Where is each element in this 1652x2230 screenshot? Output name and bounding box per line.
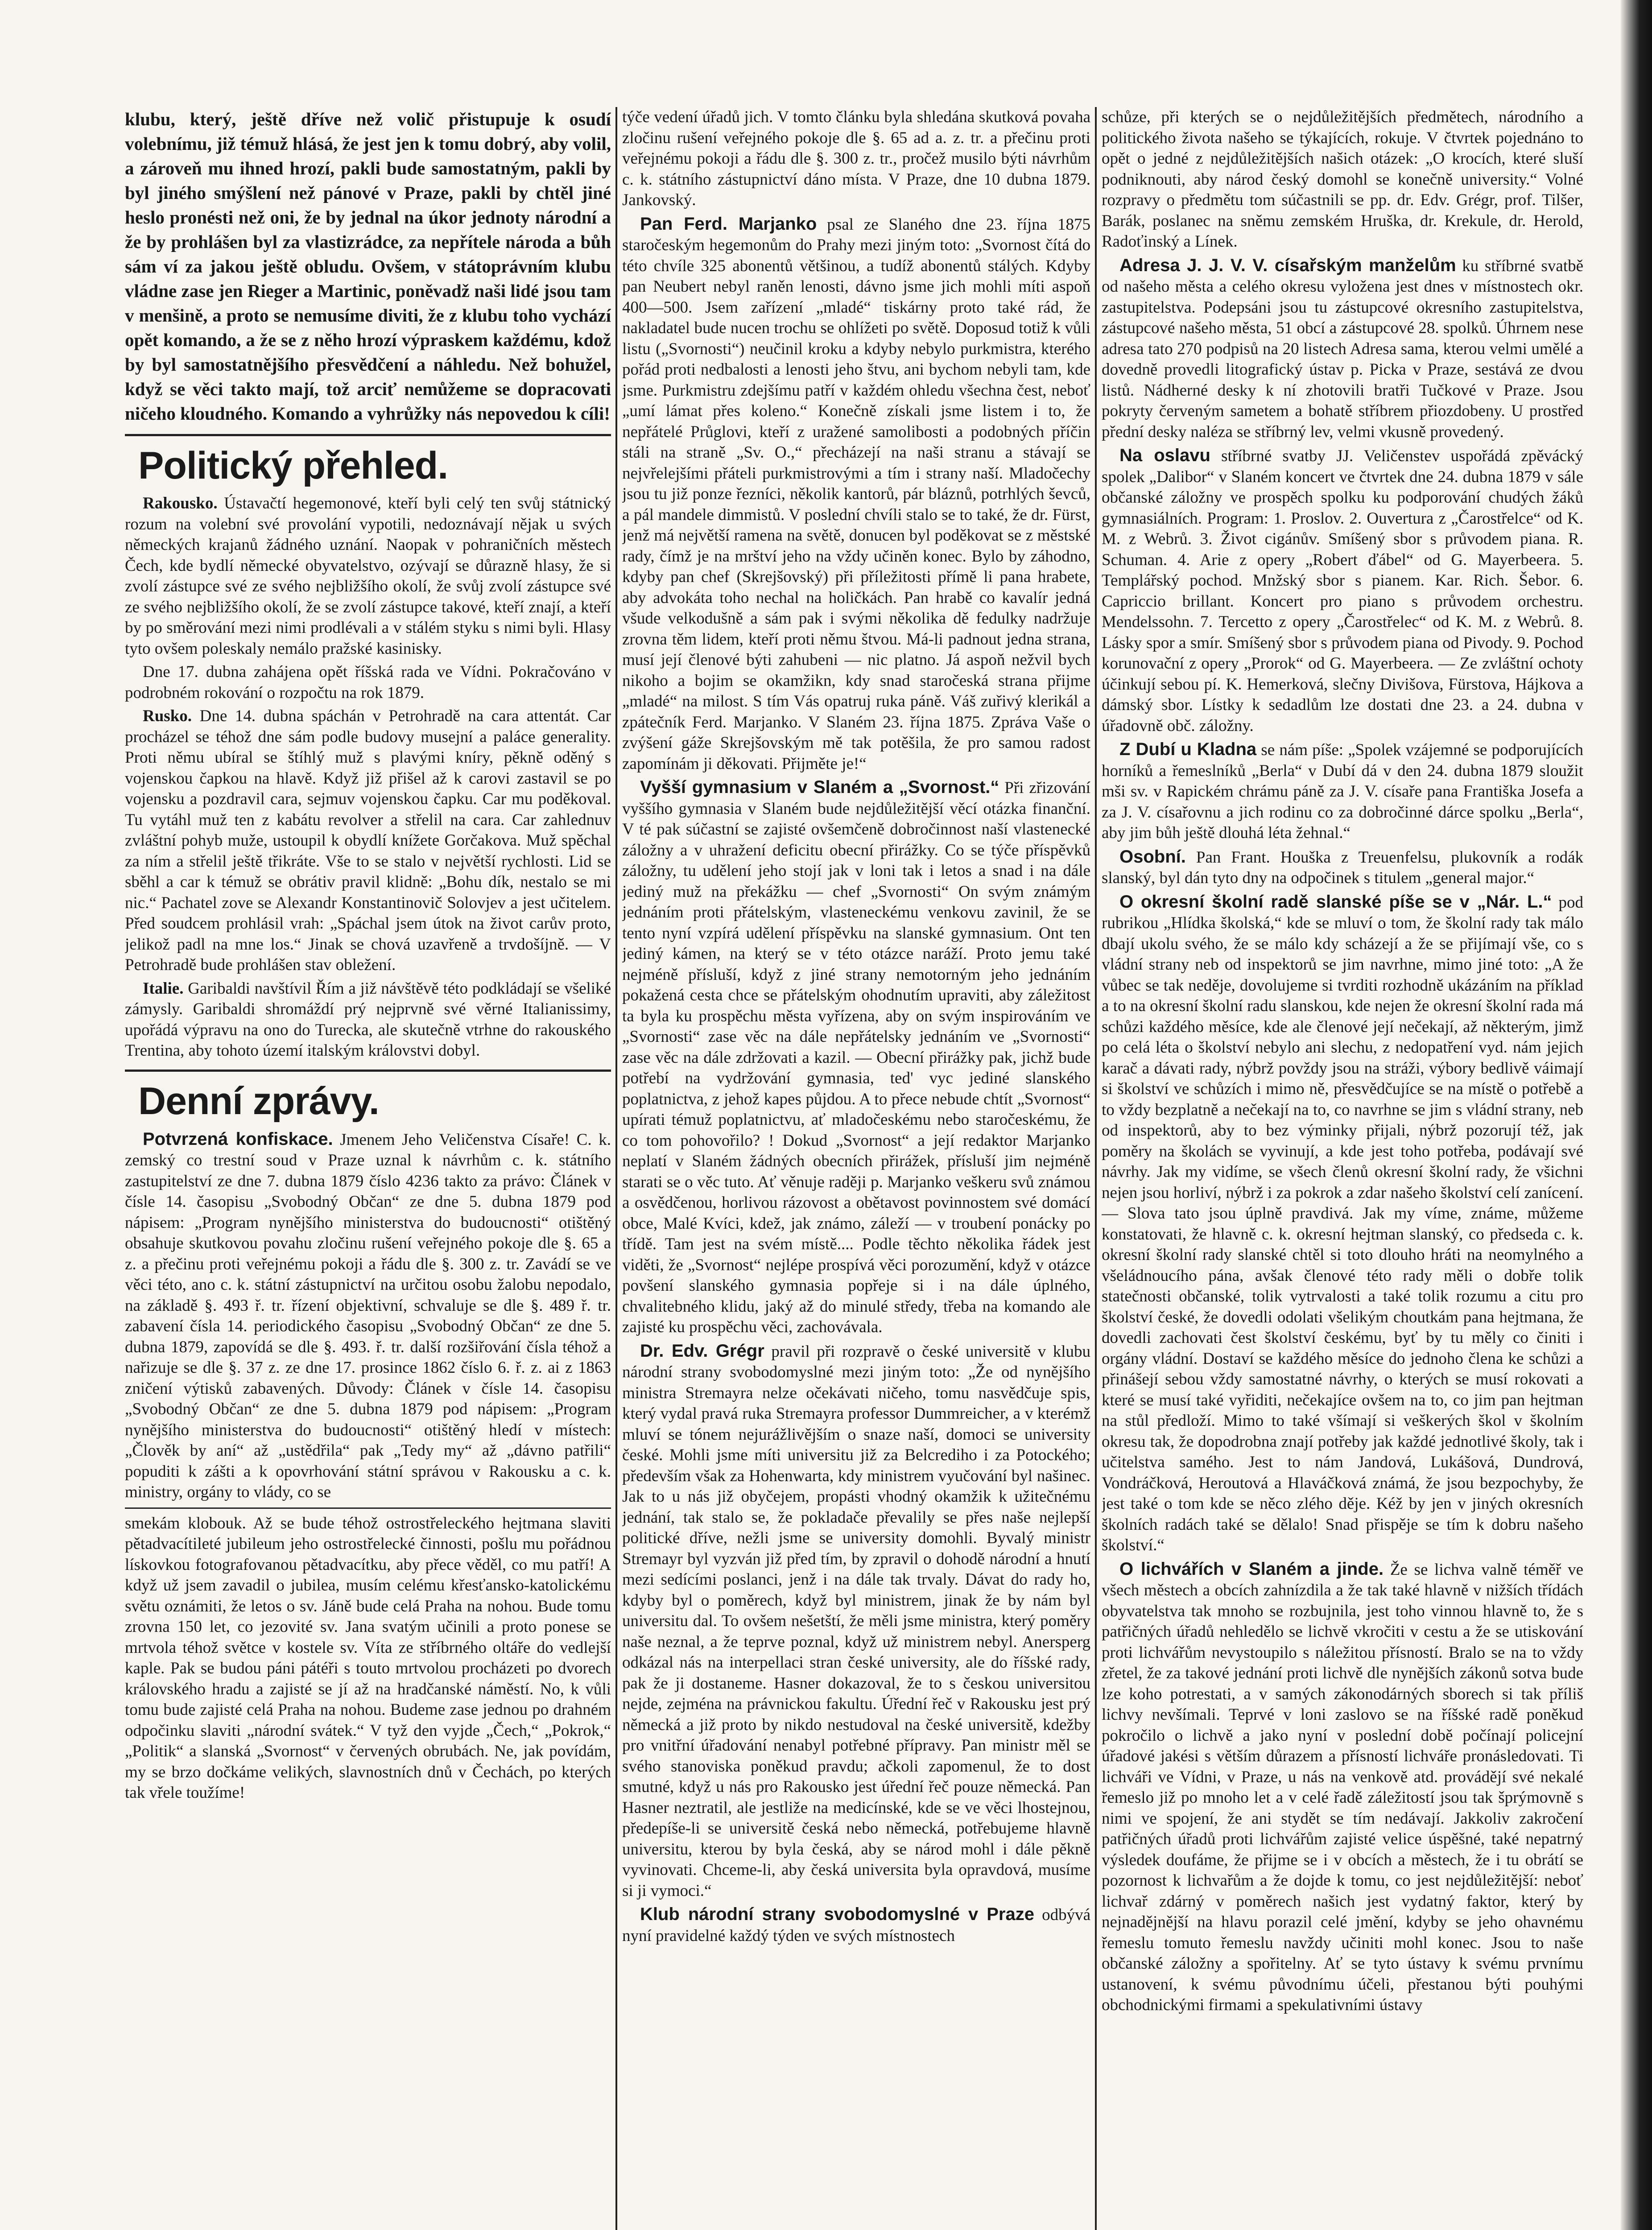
label-klub: Klub národní strany svobodomyslné v Praze — [640, 1904, 1034, 1924]
text-rusko: Dne 14. dubna spáchán v Petrohradě na cara attentát. Car procházel se téhož dne sám podle budovy musejní a paláce generality. Proti němu ubíral se štíhlý muž s plavými kníry, pěkně oděný s vojenskou čapkou na hlavě. Když již přišel až k carovi zastavil se po vojensku a pozdravil cara, sejmuv vojenskou čapku. Car mu poděkoval. Tu vytáhl muž ten z kabátu revolver a střelil na cara. Car zahlednuv zvláštní pohyb muže, ustoupil k obydlí knížete Gorčakova. Muž spěchal za ním a střelil ještě třikráte. Vše to se stalo v největší rychlosti. Lid se sběhl a car k témuž se obrátiv pravil klidně: „Bohu dík, nestalo se mi nic.“ Pachatel zove se Alexandr Konstantinovič Solovjev a jest učitelem. Před soudcem prohlásil vrah: „Spáchal jsem útok na život carův proto, jelikož padl na mne los.“ Jinak se chová uzavřeně a trvdošíjně. — V Petrohradě bude prohlášen stav obležení. — [125, 707, 611, 974]
lead-paragraph: klubu, který, ještě dříve než volič přistupuje k osudí volebnímu, již témuž hlásá, že jest jen k tomu dobrý, aby volil, a zároveň mu ihned hrozí, pakli bude samostatným, pakli by byl jiného smýšlení než pánové v Praze, pakli by chtěl jiné heslo pronésti než oni, že by jednal na úkor jednoty národní a že by prohlášen byl za vlastizrádce, za nepřítele národa a bůh sám ví za jakou ještě obludu. Ovšem, v státoprávním klubu vládne zase jen Rieger a Martinic, poněvadž naši lidé jsou tam v menšině, a proto se nemusíme diviti, že z klubu toho vychází opět komando, a že se z něho hrozí výpraskem každému, kdož by byl samostatnějšího přesvědčení a náhledu. Než bohužel, když se věci takto mají, tož arciť nemůžeme se dopracovati ničeho kloudného. Komando a vyhrůžky nás nepovedou k cíli! — [125, 109, 611, 424]
feuilleton-rule — [125, 1507, 611, 1509]
article-skolni-rada — [1102, 892, 1583, 1556]
label-osobni: Osobní. — [1119, 847, 1186, 867]
label-gymnasium: Vyšší gymnasium v Slaném a „Svornost.“ — [640, 777, 999, 797]
label-rakousko: Rakousko. — [143, 494, 218, 512]
article-gregr — [622, 1341, 1090, 1902]
label-lichvari: O lichvářích v Slaném a jinde. — [1119, 1559, 1384, 1579]
article-continuation: schůze, při kterých se o nejdůležitějších předmětech, národního a politického života našeho se týkajících, rokuje. V čtvrtek pojednáno to opět o jedné z nejdůležitějších našich otázek: „O krocích, které sluší podniknouti, aby národ český domohl se konečně university.“ Volné rozpravy o předmětu tom súčastnili se pp. dr. Edv. Grégr, prof. Tilšer, Barák, poslanec na sněmu zemském Hruška, dr. Krekule, dr. Herold, Radoťinský a Línek. — [1102, 108, 1583, 251]
text-lichvari: Že se lichva valně téměř ve všech městech a obcích zahnízdila a že tak také hlavně v nižších třídách obyvatelstva tak mnoho se rozbujnila, jest toho vinnou hlavně to, že s patřičných úřadů nehledělo se lichvě vkročiti v cestu a že se utiskování proti lichvářům nevystoupilo s náležitou přísností. Bralo se na to vždy zřetel, že za takové jednání proti lichvě dle nynějších zákonů sotva bude lze koho potrestati, a v samých zákonodárných sborech si tak příliš lichvy nevšímali. Teprvé v loni zaslovo se na říšské radě poněkud pokročilo o lichvě a jako nyní v poslední době počínají policejní úřadové jakési s větším důrazem a přísností lichváře pronásledovati. Ti lichváři ve Vídni, v Praze, u nás na venkově atd. provádějí své nekalé řemeslo již po mnoho let a v celé řadě záležitostí jsou tak šprýmovně s nimi ve spojení, že ani stydět se tím nedávají. Jakkoliv zakročení patřičných úřadů proti lichvářům zajisté velice úspěšné, také nepatrný výsledek doufáme, že přijme se i v obcích a městech, že i tu obrátí se pozornost k lichvařům a že dojde k tomu, co jest nejdůležitější: neboť lichvař zdárný v poměrech našich jest vydatný faktor, který by nejnadějnější na hlavu porazil celé jmění, kdyby se jeho ohavnému řemeslu tomuto řemeslu navždy učiniti mohl konec. Jsou to naše občanské záložny a spořitelny. Ať se tyto ústavy k svému prvnímu ustanovení, k svému původnímu účeli, přestanou býti pouhými obchodnickými firmami a spekulativními ústavy — [1102, 1560, 1583, 2014]
text-marjanko: psal ze Slaného dne 23. října 1875 staročeským hegemonům do Prahy mezi jiným toto: „Svornost čítá do této chvíle 325 abonentů většinou, a tudíž abonentů stálých. Kdyby pan Neubert nebyl raněn lenosti, dávno jsme jich mohli míti aspoň 400—500. Jsem zařízení „mladé“ tiskárny proto také rád, že nakladatel bude nucen trochu se ohlížeti po světě. Doposud totiž k vůli listu („Svornosti“) neučinil kroku a kdyby nebylo purkmistra, kterého pořád proti nedbalosti a lenosti jeho štvu, ani bychom nebyli tam, kde jsme. Purkmistru zdejšímu patří v každém ohledu všechna čest, neboť „umí lámat přes koleno.“ Konečně získali jsme listem i to, že nepřátelé Průglovi, kteří z uražené samolibosti a podobných příčin stáli na straně „Sv. O.,“ přecházejí na naši stranu a stávají se nejvřelejšími přáteli purkmistrovými a tím i strany naší. Mladočechy jsou tu již ponze řezníci, několik kantorů, pár bláznů, potrhlých ševců, a pál mandele dimmistů. V poslední chvíli stalo se to také, že dr. Fürst, jenž má největší ramena na světě, donucen byl poděkovat se z městské rady, čímž je na mrštví jeho na vždy učiněn konec. Bylo by záhodno, kdyby pan chef (Skrejšovský) při příležitosti přímě li pana hrabete, aby advokáta toho nechal na holičkách. Pan hrabě co kavalír jedná všude velkodušně a sám pak i svými několika dě fedulky nadržuje zrovna těm lidem, kteří proti němu štvou. Má-li padnout jedna strana, musí její členové býti zahubeni — nic platno. Já aspoň nežvil bych nikoho a bojim se okamžikn, kdy snad staročeská strana přijme „mladé“ na milost. S tím Vás opatruj ruka páně. Váš zuřivý klerikál a zpátečník Ferd. Marjanko. V Slaném 23. října 1875. Zpráva Vaše o zvýšení gáže Skrejšovským mě tak potěšila, že pro samou radost zapomínám ji děkovati. Přijměte je!“ — [622, 215, 1090, 773]
article-adresa — [1102, 255, 1583, 443]
text-italie: Garibaldi navštívil Řím a již návštěvě této podkládají se všeliké zámysly. Garibaldi shromáždí prý nejprvně své věrné Italianissimy, upořádá výpravu na ono do Turecka, ale skutečně vtrhne do rakouského Trentina, aby tohoto území italským královstvi dobyl. — [125, 979, 611, 1060]
label-italie: Italie. — [143, 979, 184, 998]
label-marjanko: Pan Ferd. Marjanko — [640, 214, 817, 234]
label-skolni-rada: O okresní školní radě slanské píše se v „Nár. L.“ — [1119, 892, 1552, 912]
text-adresa: ku stříbrné svatbě od našeho města a celého okresu vyložena jest dnes v místnostech okr. zastupitelstva. Podepsáni jsou tu zástupcové okresního zastupitelstva, zástupcové našeho města, 51 obcí a zástupcové 28. spolků. Úhrnem nese adresa tato 270 podpisů na 20 listech Adresa sama, kterou velmi umělé a dovedně provedli litografický ústav p. Picka v Praze, sestává ze dvou listů. Nádherné desky k ní zhotovili bratři Tučkové v Praze. Jsou pokryty červeným sametem a bohatě stříbrem přiozdobeny. U prostřed přední desky naléza se stříbrný lev, velmi vkusně provedený. — [1102, 256, 1583, 441]
article-italie — [125, 979, 611, 1061]
article-gymnasium — [622, 777, 1090, 1338]
text-rakousko: Ústavačtí hegemonové, kteří byli celý ten svůj státnický rozum na volební své provolání vypotili, nedoznávají nějak u svých německých krajanů žádného uznání. Naopak v pohraničních městech Čech, kde bydlí německé obyvatelstvo, ozývají se důrazně hlasy, že si zvolí zástupce své ze svého nejbližšího okolí, že svůj zvolí zástupce své ze svého nejbližšího okolí, že se zvolí zástupce takové, kteří znají, a kteří by po směrování mezi nimi prodlévali a v stálém styku s nimi byli. Hlasy tyto ovšem poleskaly nemálo pražské kasinisky. — [125, 494, 611, 658]
feuilleton-text: smekám klobouk. Až se bude téhož ostrostřeleckého hejtmana slaviti pětadvacítileté jubileum jeho ostrostřelecké činnosti, pošlu mu pořádnou lískovkou fotografovanou pětadvacítku, aby přece věděl, co mu patří! A když už jsem zavadil o jubilea, musím celému křesťansko-katolickému světu oznámiti, že letos o sv. Jáně bude celá Praha na nohou. Bude tomu zrovna 150 let, co jezovité sv. Jana svatým učinili a proto ponese se mrtvola téhož světce v kostele sv. Víta ze stříbrného oltáře do vedlejší kaple. Pak se budou páni pátéři s touto mrtvolou procházeti po dvorech královského hradu a zajisté se jí až na hradčanské náměstí. No, k vůli tomu bude zajisté celá Praha na nohou. Budeme zase jednou po drahném odpočinku slaviti „národní svátek.“ V tyž den vyjde „Čech,“ „Pokrok,“ „Politik“ a slanská „Svornost“ v červených obrubách. Ne, jak povídám, my se brzo dočkáme velikých, slavnostních dnů v Čechách, po kterých tak vřele toužíme! — [125, 1514, 611, 1802]
label-konfiskace: Potvrzená konfiskace. — [143, 1129, 333, 1149]
article-konfiskace — [125, 1129, 611, 1503]
scan-edge — [1621, 0, 1652, 2230]
column-divider — [1095, 107, 1097, 2230]
section-title-political: Politický přehled. — [138, 444, 448, 487]
label-rusko: Rusko. — [143, 707, 192, 725]
text-dubi: se nám píše: „Spolek vzájemné se podporujících horníků a řemeslníků „Berla“ v Dubí dá v den 24. dubna 1879 sloužit mši sv. v Rapickém chrámu páně za J. V. císaře pana Františka Josefa a za J. V. císařovnu a jich rodinu co za dobročinné dárce spolku „Berla“, aby jim bůh ještě dlouhá léta žehnal.“ — [1102, 741, 1583, 842]
article-rusko — [125, 706, 611, 976]
article-lichvari — [1102, 1559, 1583, 2016]
label-adresa: Adresa J. J. V. V. císařským manželům — [1119, 255, 1456, 275]
text-oslava: stříbrné svatby JJ. Veličenstev uspořádá zpěvácký spolek „Dalibor“ v Slaném koncert ve čtvrtek dne 24. dubna 1879 v sále občanské záložny ve prospěch spolku ku podporování chudých žáků gymnasiálních. Program: 1. Proslov. 2. Ouvertura z „Čarostřelce“ od K. M. z Webrů. 3. Život cigánův. Smíšený sbor s průvodem piana. R. Schuman. 4. Arie z opery „Robert ďábel“ od G. Mayerbeera. 5. Templářský pochod. Mnžský sbor s pianem. Kar. Rich. Šebor. 6. Capriccio brillant. Koncert pro piano s průvodem orchestru. Mendelssohn. 7. Tercetto z opery „Čarostřelec“ od K. M. z Webrů. 8. Lásky spor a smír. Smíšený sbor s průvodem piana od Pivody. 9. Pochod korunovační z opery „Prorok“ od G. Mayerbeera. — Ze zvláštní ochoty účinkují sebou pí. K. Hemerková, slečny Divišova, Fürstova, Hájkova a dámský sbor. Lístky k sedadlům lze dostati dne 23. a 24. dubna v úřadovně obč. záložny. — [1102, 447, 1583, 735]
text-konfiskace: Jmenem Jeho Veličenstva Císaře! C. k. zemský co trestní soud v Praze uznal k návrhům c. k. státního zastupitelství ze dne 7. dubna 1879 číslo 4236 takto za právo: Článek v čísle 14. časopisu „Svobodný Občan“ ze dne 5. dubna 1879 pod nápisem: „Program nynějšího ministerstva do budoucnosti“ otištěný obsahuje skutkovou povahu zločinu rušení veřejného pokoje dle §. 65 a z. a přečinu proti veřejnému pokoji a řádu dle §. 300 z. tr. Zavádí se ve věci této, ano c. k. státní zástupnictví na určitou osobu žalobu nepodalo, na základě §. 493 ř. tr. řízení objektivní, schvaluje se dle §. 489 ř. tr. zabavení čísla 14. periodického časopisu „Svobodný Občan“ ze dne 5. dubna 1879, zapovídá se dle §. 493. ř. tr. další rozšiřování čísla téhož a nařizuje se dle §. 37 z. ze dne 17. prosince 1862 číslo 6. ř. z. ai z 1863 zničení výtisků zabavených. Důvody: Článek v čísle 14. časopisu „Svobodný Občan“ ze dne 5. dubna 1879 pod nápisem: „Program nynějšího ministerstva do budoucnosti“ otištěný hledí v místech: „Člověk by aní“ až „ustědřila“ pak „Tedy my“ až „dávno patřili“ popuditi k zášti a k opovrhování státní správou v Rakousku a c. k. ministry, orgány to vlády, co se — [125, 1130, 611, 1501]
text-gregr: pravil při rozpravě o české universitě v klubu národní strany svobodomyslné mezi jiným toto: „Že od nynějšího ministra Stremayra nelze očekávati ničeho, tomu nasvědčuje spis, který vydal pravá ruka Stremayra professor Dummreicher, a v kterémž mluví se tónem nejurážlivějším o snaze naší, domoci se university české. Mohli jsme míti universitu již za Belcrediho i za Potockého; především však za Hohenwarta, kdy ministrem vyučování byl našinec. Jak to u nás již obyčejem, propásti vhodný okamžik k užitečnému jednání, tak stalo se, že pokladače převalily se přes naše nejlepší politické dříve, nežli jsme se university domohli. Byvalý ministr Stremayr byl vyzván již před tím, by zpravil o dohodě národní a hnutí mezi sedícími poslanci, jenž i na dále tak trvaly. Dávat do rady ho, kdyby byl o poměrech, když byl ministrem, jinak že by nám byl universitu dal. To ovšem nešetští, že měli jsme ministra, který poměry naše neznal, a že teprve poznal, když už ministrem nebyl. Anersperg odkázal nás na interpellaci stran české university, ale do říšské rady, pak že ji dostaneme. Hasner dokazoval, že to s českou universitou nejde, zejména na právnickou fakultu. Úřední řeč v Rakousku jest prý německá a již proto by nikdo nestudoval na české universitě, kdežby pro vnitřní úřadování nenabyl potřebné přípravy. Pan ministr měl se svého stanoviska poněkud pravdu; ačkoli zapomenul, že to dost smutné, když u nás pro Rakousko jest úřední řeč pouze německá. Pan Hasner neztratil, ale jestliže na medicínské, kde se ve věci lhostejnou, předepíše-li se universitě česká nebo německá, potřebujeme hlavně universitu, kterou by byla česká, aby se národ mohl i dále pěkně vyvinovati. Chceme-li, aby česká universita byla opravdová, musíme si ji vymoci.“ — [622, 1342, 1090, 1900]
label-dubi: Z Dubí u Kladna — [1119, 739, 1257, 759]
label-oslava: Na oslavu — [1119, 446, 1210, 465]
text-skolni-rada: pod rubrikou „Hlídka školská,“ kde se mluví o tom, že školní rady tak málo dbají ukolu svého, že se málo kdy scházejí a že se přijímají vše, co s vládní strany neb od inspektorů se jim navrhne, mimo jiné toto: „A že vůbec se tak neděje, dovolujeme si tvrditi rozhodně ukázáním na příklad a to na okresní školní radu slanskou, kde nejen že okresní školní rada má schůzi každého měsíce, kde ale členové její nečekají, až některým, jimž po celá léta o školství nebylo ani slechu, z nedopatření vyd. nám jejich karač a dávati rady, nýbrž povždy jsou na stráži, výbory bedlivě váimají si školství ve schůzích i mimo ně, přesvědčujíce se na místě o potřebě a to vždy bezplatně a nečekají na to, co navrhne se jim s vládní strany, neb od inspektorů, aby to bez výminky přijali, nýbrž pozorují též, jak poměry na školách se vyvinují, a kde jest toho potřeba, podávají své návrhy. Jak my vidíme, se všech členů okresní školní rady, že všichni nejen jsou horliví, nýbrž i za pokrok a zdar našeho školství celí zanícení. — Slova tato jsou úplně pravdivá. Jak my víme, známe, můžeme konstatovati, že hlavně c. k. okresní hejtman slanský, co předseda c. k. okresní školní rady slanské chtěl si toto dlouho hráti na neomylného a všeládnoucího pána, avšak členové této rady měli o dobře tolik statečnosti občanské, tolik vytrvalosti a také tolik rozumu a citu pro školství české, že dovedli odolati všelikým choutkám pana hejtmana, že dovedli zachovati čest školství českému, byť by tu měly co činiti i orgány vládní. Dostaví se každého měsíce do jednoho člena ke schůzi a přinášejí sebou vždy samostatné návrhy, o kterých se musí rokovati a které se musí také vyřiditi, nečekajíce ovšem na to, co jim pan hejtman na stůl předloží. Mimo to také všímají si veškerých škol v školním okresu tak, že dopodrobna znají potřeby jak každé jednotlivé školy, tak i učitelstva samého. Jest to nám Jandová, Lukášová, Dundrová, Vondráčková, Heroutová a Hlaváčková známá, že jsou bezpochyby, že jest také o tom kde se něco zlého děje. Kéž by jen v jiných okresních školních radách také se dělalo! Snad přispěje se tím k dobru našeho školství.“ — [1102, 893, 1583, 1554]
article-klub — [622, 1904, 1090, 1946]
text-osobni: Pan Frant. Houška z Treuenfelsu, plukovník a rodák slanský, byl dán tyto dny na odpočinek s titulem „general major.“ — [1102, 848, 1583, 887]
article-osobni — [1102, 847, 1583, 889]
column-1 — [125, 107, 611, 2230]
column-3 — [1102, 107, 1583, 2230]
article-rakousko-2: Dne 17. dubna zahájena opět říšská rada ve Vídni. Pokračováno v podrobném rokování o rozpočtu na rok 1879. — [125, 663, 611, 702]
column-divider — [615, 107, 617, 2230]
article-dubi — [1102, 739, 1583, 844]
label-gregr: Dr. Edv. Grégr — [640, 1341, 764, 1361]
section-title-daily: Denní zprávy. — [138, 1079, 379, 1123]
section-rule — [125, 1070, 611, 1072]
article-marjanko — [622, 214, 1090, 775]
text-gymnasium: Při zřizování vyššího gymnasia v Slaném bude nejdůležitější věcí otázka finanční. V té pak súčastní se zajisté ovšemčeně dobročinnost naší vlastenecké záložny a v uhražení deficitu obecní přirážky. Co se týče příspěvků záložny, tu udělení jeho stojí jak v loni tak i letos a snad i na dále jediný muž na překážku — chef „Svornosti“ On svým známým jednáním proti přátelským, vlasteneckému venkovu zavinil, že se tento nyní vzpírá udělení příspěvku na slanské gymnasium. Ont ten jediný kámen, na který se v této otázce naráží. Proto jemu také nejméně přísluší, když z jiné strany nemotorným jeho jednáním pokažená cesta chce se přátelským ohodnutím upraviti, aby záležitost ta byla ku prospěchu města vyřízena, aby on svým inspirováním ve „Svornosti“ zase věc na dále nepřátelsky jednáním ve „Svornosti“ zase věc na dále zdržovati a kazil. — Obecní přirážky pak, jichž bude potřebí na vydržování gymnasia, ted' vyc jediné slanského poplatnictva, z jehož kapes půjdou. A to přece nebude chtít „Svornost“ upírati témuž poplatnictvu, ať mladočeskému nebo staročeskému, že co tom pohovořilo? ! Dokud „Svornost“ a její redaktor Marjanko neplatí v Slaném žádných obecních přirážek, přísluší jim nejméně starati se o věc tuto. Ať věnuje raději p. Marjanko veškeru svů známou a osvědčenou, horlivou rázovost a obětavost povinnostem své domácí obce, Malé Kvíci, kdež, jak známo, záleží — v troubení ponácky po třídě. Tam jest na svém místě.... Podle těchto několika řádek jest viděti, že „Svornost“ nejlépe prospívá věci porozumění, když v otázce povšení slanského gymnasia popřeje si i na dále úplného, chvalitebného klidu, jaký až do minulé středy, třeba na komando ale zajisté ku prospěchu věci, zachovávala. — [622, 779, 1090, 1336]
article-oslava — [1102, 445, 1583, 736]
column-2 — [622, 107, 1090, 2230]
text-klub: odbývá nyní pravidelné každý týden ve svých místnostech — [622, 1906, 1090, 1945]
article-continuation: týče vedení úřadů jich. V tomto článku byla shledána skutková povaha zločinu rušení veřejného pokoje dle §. 65 ad a. z. tr. a přečinu proti veřejnému pokoji a řádu dle §. 300 z. tr., pročež musilo býti návrhům c. k. státního zástupnictví dáno místa. V Praze, dne 10 dubna 1879. Jankovský. — [622, 108, 1090, 209]
article-rakousko — [125, 493, 611, 659]
section-rule — [125, 434, 611, 436]
